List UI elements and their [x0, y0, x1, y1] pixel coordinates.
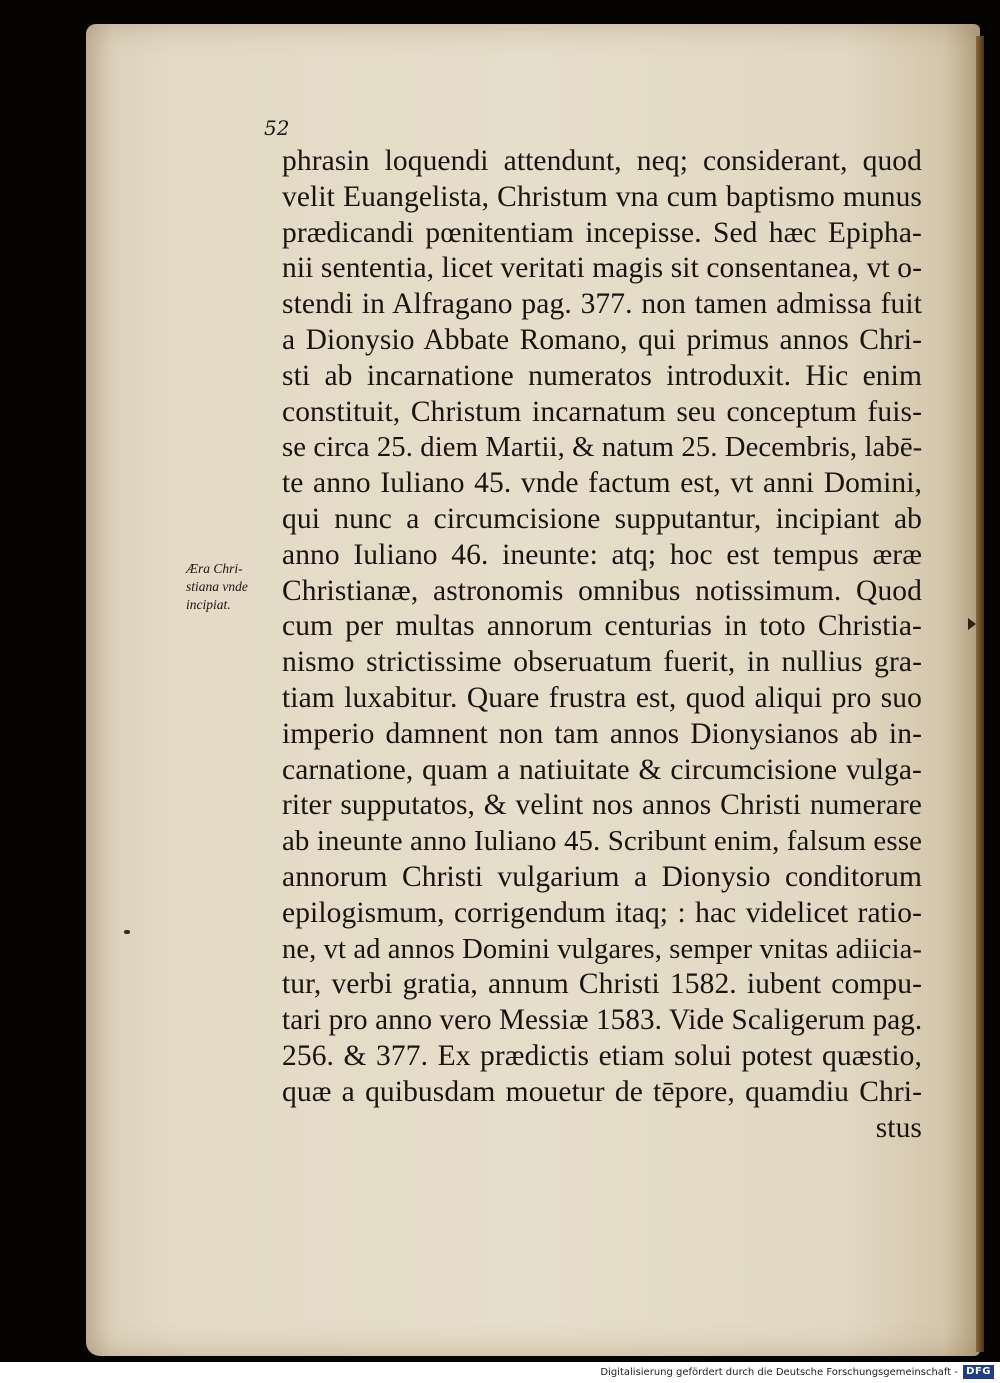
text-line: anno Iuliano 46. ineunte: atq; hoc est tempus æræ [282, 538, 922, 571]
text-line: phrasin loquendi attendunt, neq; considerant, quod [282, 145, 922, 177]
text-line: te anno Iuliano 45. vnde factum est, vt anni Domini, [282, 467, 922, 500]
text-line: 256. & 377. Ex prædictis etiam solui potest quæstio, [282, 1039, 922, 1072]
dfg-logo: DFG [963, 1365, 994, 1379]
text-line: nii sententia, licet veritati magis sit consentanea, vt o- [282, 252, 922, 285]
text-line: annorum Christi vulgarium a Dionysio conditorum [282, 860, 922, 893]
text-line: qui nunc a circumcisione supputantur, incipiant ab [282, 502, 922, 535]
digitization-footer [0, 1362, 1000, 1383]
text-line: velit Euangelista, Christum vna cum baptismo munus [282, 180, 922, 213]
marginal-note-line: stiana vnde [186, 579, 248, 594]
text-line: quæ a quibusdam mouetur de tēpore, quamdiu Chri- [282, 1075, 922, 1108]
page-number: 52 [264, 116, 290, 140]
text-line: tiam luxabitur. Quare frustra est, quod aliqui pro suo [282, 681, 922, 714]
text-line: a Dionysio Abbate Romano, qui primus annos Chri- [282, 323, 922, 356]
text-line: prædicandi pœnitentiam incepisse. Sed hæc Epipha- [282, 216, 922, 249]
funding-credit: Digitalisierung gefördert durch die Deutsche Forschungsgemeinschaft - [600, 1367, 958, 1378]
text-line: se circa 25. diem Martii, & natum 25. Decembris, labē- [282, 431, 923, 464]
ink-speck [124, 930, 130, 934]
text-line: riter supputatos, & velint nos annos Christi numerare [282, 789, 922, 822]
body-text [282, 144, 922, 1146]
text-line: stendi in Alfragano pag. 377. non tamen admissa fuit [282, 288, 922, 321]
marginal-note-line: incipiat. [186, 597, 231, 612]
text-line: Christianæ, astronomis omnibus notissimum. Quod [282, 574, 922, 607]
text-line: tari pro anno vero Messiæ 1583. Vide Scaligerum pag. [282, 1004, 923, 1037]
margin-arrow-icon [968, 618, 976, 630]
marginal-note-line: Æra Chri- [186, 561, 243, 576]
text-line: ab ineunte anno Iuliano 45. Scribunt enim, falsum esse [282, 825, 922, 858]
text-line: nismo strictissime obseruatum fuerit, in nullius gra- [282, 646, 922, 679]
text-line: ne, vt ad annos Domini vulgares, semper vnitas adiicia- [282, 933, 922, 965]
text-line: carnatione, quam a natiuitate & circumcisione vulga- [282, 753, 922, 786]
text-line: sti ab incarnatione numeratos introduxit. Hic enim [282, 359, 922, 392]
marginal-note [186, 560, 282, 614]
catchword: stus [875, 1111, 922, 1144]
text-line: constituit, Christum incarnatum seu conceptum fuis- [282, 395, 922, 428]
text-line: epilogismum, corrigendum itaq; : hac videlicet ratio- [282, 896, 922, 929]
page-edge [976, 36, 984, 1352]
text-line: imperio damnent non tam annos Dionysianos ab in- [282, 717, 922, 750]
text-line: tur, verbi gratia, annum Christi 1582. iubent compu- [282, 968, 922, 1001]
text-line: cum per multas annorum centurias in toto Christia- [282, 610, 922, 643]
